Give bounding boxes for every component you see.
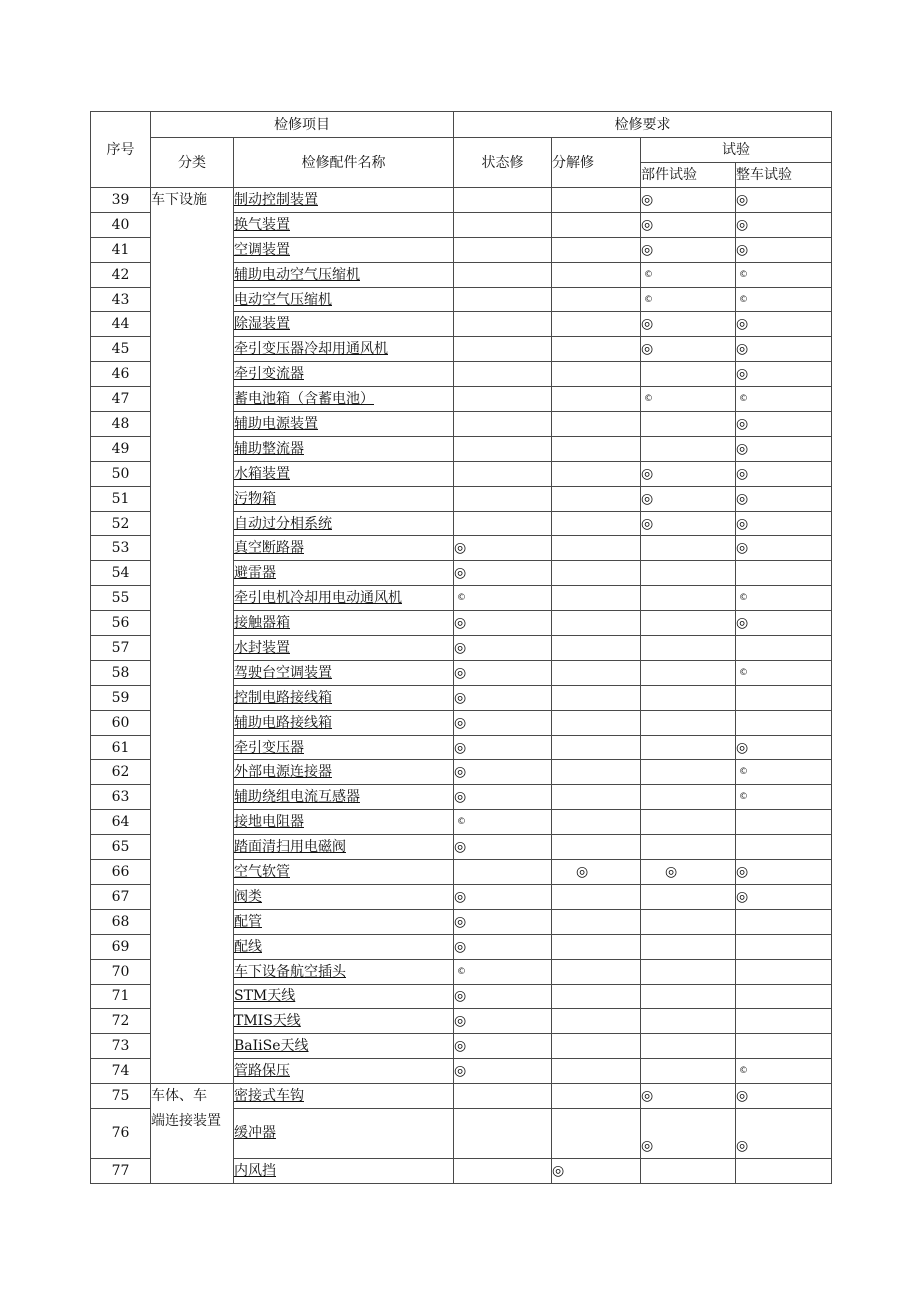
disassembly-mark	[552, 436, 641, 461]
part-name-cell	[234, 984, 454, 1009]
component-mark	[641, 884, 736, 909]
disassembly-mark	[552, 262, 641, 287]
vehicle-mark: ◎	[736, 188, 832, 213]
row-number: 67	[91, 884, 151, 909]
component-mark: ◎	[641, 312, 736, 337]
disassembly-mark	[552, 561, 641, 586]
disassembly-mark	[552, 486, 641, 511]
part-name: 牵引变流器	[234, 366, 304, 383]
component-mark	[641, 362, 736, 387]
row-number: 49	[91, 436, 151, 461]
vehicle-mark	[736, 636, 832, 661]
component-mark	[641, 412, 736, 437]
status-mark: ◎	[454, 1034, 552, 1059]
row-number: 52	[91, 511, 151, 536]
part-name: 内风挡	[234, 1162, 276, 1179]
status-mark	[454, 486, 552, 511]
status-mark	[454, 1084, 552, 1109]
status-mark: ◎	[454, 611, 552, 636]
disassembly-mark	[552, 237, 641, 262]
component-mark: ©	[641, 387, 736, 412]
status-mark	[454, 436, 552, 461]
vehicle-mark	[736, 685, 832, 710]
category-label: 车下设施	[151, 192, 207, 208]
part-name-cell	[234, 287, 454, 312]
vehicle-mark: ◎	[736, 362, 832, 387]
vehicle-mark: ◎	[736, 511, 832, 536]
table-row	[91, 188, 832, 213]
status-mark	[454, 188, 552, 213]
part-name-cell	[234, 1059, 454, 1084]
status-mark	[454, 461, 552, 486]
part-name-cell	[234, 561, 454, 586]
header-test: 试验	[641, 138, 832, 163]
disassembly-mark	[552, 685, 641, 710]
part-name-cell	[234, 760, 454, 785]
vehicle-mark	[736, 561, 832, 586]
component-mark: ◎	[641, 212, 736, 237]
vehicle-mark: ◎	[736, 436, 832, 461]
row-number: 42	[91, 262, 151, 287]
status-mark	[454, 1108, 552, 1158]
part-name: 空气软管	[234, 863, 290, 880]
row-number: 45	[91, 337, 151, 362]
part-name: 缓冲器	[234, 1125, 276, 1142]
row-number: 44	[91, 312, 151, 337]
vehicle-mark	[736, 710, 832, 735]
part-name-cell	[234, 188, 454, 213]
status-mark: ◎	[454, 685, 552, 710]
vehicle-mark: ◎	[736, 237, 832, 262]
row-number: 58	[91, 660, 151, 685]
disassembly-mark	[552, 1059, 641, 1084]
part-name-cell	[234, 1108, 454, 1158]
component-mark	[641, 710, 736, 735]
component-mark: ◎	[641, 1108, 736, 1158]
vehicle-mark: ◎	[736, 860, 832, 885]
vehicle-mark: ©	[736, 387, 832, 412]
row-number: 54	[91, 561, 151, 586]
component-mark	[641, 1059, 736, 1084]
status-mark: ◎	[454, 1009, 552, 1034]
header-component-test: 部件试验	[641, 163, 736, 188]
row-number: 48	[91, 412, 151, 437]
vehicle-mark	[736, 984, 832, 1009]
row-number: 47	[91, 387, 151, 412]
row-number: 43	[91, 287, 151, 312]
row-number: 57	[91, 636, 151, 661]
part-name: 配管	[234, 913, 262, 930]
status-mark: ◎	[454, 984, 552, 1009]
part-name: 辅助电源装置	[234, 415, 318, 432]
part-name: 牵引变压器	[234, 739, 304, 756]
component-mark	[641, 636, 736, 661]
vehicle-mark: ©	[736, 262, 832, 287]
vehicle-mark: ◎	[736, 461, 832, 486]
row-number: 65	[91, 835, 151, 860]
row-number: 66	[91, 860, 151, 885]
disassembly-mark	[552, 934, 641, 959]
part-name: 辅助电动空气压缩机	[234, 266, 360, 283]
part-name-cell	[234, 636, 454, 661]
part-name: 水封装置	[234, 639, 290, 656]
part-name: 自动过分相系统	[234, 515, 332, 532]
part-name-cell	[234, 1158, 454, 1183]
component-mark	[641, 561, 736, 586]
part-name-cell	[234, 486, 454, 511]
disassembly-mark	[552, 511, 641, 536]
status-mark	[454, 237, 552, 262]
category-cell	[151, 1084, 234, 1184]
part-name-cell	[234, 685, 454, 710]
part-name-cell	[234, 312, 454, 337]
row-number: 56	[91, 611, 151, 636]
row-number: 62	[91, 760, 151, 785]
disassembly-mark	[552, 312, 641, 337]
component-mark	[641, 959, 736, 984]
component-mark: ◎	[641, 511, 736, 536]
component-mark	[641, 536, 736, 561]
component-mark: ◎	[641, 486, 736, 511]
component-mark: ◎	[641, 337, 736, 362]
row-number: 60	[91, 710, 151, 735]
part-name: 配线	[234, 938, 262, 955]
part-name-cell	[234, 387, 454, 412]
status-mark: ◎	[454, 785, 552, 810]
row-number: 68	[91, 909, 151, 934]
vehicle-mark	[736, 1009, 832, 1034]
row-number: 41	[91, 237, 151, 262]
disassembly-mark	[552, 1108, 641, 1158]
vehicle-mark	[736, 934, 832, 959]
part-name: 制动控制装置	[234, 191, 318, 208]
status-mark	[454, 312, 552, 337]
disassembly-mark	[552, 884, 641, 909]
row-number: 39	[91, 188, 151, 213]
header-disassembly-repair: 分解修	[552, 138, 641, 188]
component-mark	[641, 810, 736, 835]
part-name-cell	[234, 710, 454, 735]
part-name-cell	[234, 735, 454, 760]
part-name: 避雷器	[234, 565, 276, 582]
part-name-cell	[234, 785, 454, 810]
disassembly-mark	[552, 1009, 641, 1034]
vehicle-mark: ©	[736, 660, 832, 685]
part-name: 水箱装置	[234, 465, 290, 482]
status-mark	[454, 262, 552, 287]
component-mark	[641, 984, 736, 1009]
disassembly-mark	[552, 362, 641, 387]
part-name: 接触器箱	[234, 615, 290, 632]
part-name-cell	[234, 1009, 454, 1034]
disassembly-mark	[552, 412, 641, 437]
vehicle-mark: ©	[736, 586, 832, 611]
header-status-repair: 状态修	[454, 138, 552, 188]
part-name-cell	[234, 660, 454, 685]
row-number: 74	[91, 1059, 151, 1084]
table-row	[91, 1084, 832, 1109]
header-part-name: 检修配件名称	[234, 138, 454, 188]
part-name-cell	[234, 1084, 454, 1109]
part-name: 接地电阻器	[234, 814, 304, 831]
vehicle-mark: ©	[736, 287, 832, 312]
part-name: 蓄电池箱（含蓄电池）	[234, 391, 374, 408]
status-mark: ©	[454, 959, 552, 984]
part-name-cell	[234, 337, 454, 362]
row-number: 64	[91, 810, 151, 835]
vehicle-mark: ©	[736, 1059, 832, 1084]
part-name-cell	[234, 959, 454, 984]
part-name: TMIS天线	[234, 1013, 301, 1030]
disassembly-mark	[552, 1034, 641, 1059]
component-mark	[641, 1034, 736, 1059]
part-name: 牵引电机冷却用电动通风机	[234, 590, 402, 607]
component-mark	[641, 436, 736, 461]
part-name-cell	[234, 362, 454, 387]
status-mark	[454, 860, 552, 885]
table-header	[91, 112, 832, 188]
disassembly-mark	[552, 188, 641, 213]
status-mark: ◎	[454, 660, 552, 685]
row-number: 77	[91, 1158, 151, 1183]
vehicle-mark	[736, 959, 832, 984]
part-name-cell	[234, 262, 454, 287]
row-number: 55	[91, 586, 151, 611]
part-name-cell	[234, 436, 454, 461]
part-name: 外部电源连接器	[234, 764, 332, 781]
table-body	[91, 188, 832, 1184]
header-items: 检修项目	[151, 112, 454, 138]
disassembly-mark	[552, 461, 641, 486]
disassembly-mark	[552, 785, 641, 810]
status-mark	[454, 362, 552, 387]
status-mark: ◎	[454, 561, 552, 586]
row-number: 76	[91, 1108, 151, 1158]
row-number: 61	[91, 735, 151, 760]
part-name: 除湿装置	[234, 316, 290, 333]
component-mark: ◎	[641, 188, 736, 213]
disassembly-mark	[552, 735, 641, 760]
status-mark: ◎	[454, 1059, 552, 1084]
disassembly-mark	[552, 387, 641, 412]
part-name: BaIiSe天线	[234, 1038, 309, 1055]
component-mark: ◎	[641, 461, 736, 486]
disassembly-mark	[552, 536, 641, 561]
header-category: 分类	[151, 138, 234, 188]
row-number: 75	[91, 1084, 151, 1109]
component-mark	[641, 660, 736, 685]
part-name: 辅助电路接线箱	[234, 714, 332, 731]
status-mark	[454, 1158, 552, 1183]
part-name-cell	[234, 860, 454, 885]
disassembly-mark	[552, 984, 641, 1009]
row-number: 40	[91, 212, 151, 237]
component-mark	[641, 735, 736, 760]
status-mark	[454, 412, 552, 437]
part-name: STM天线	[234, 988, 296, 1005]
part-name-cell	[234, 511, 454, 536]
row-number: 50	[91, 461, 151, 486]
part-name: 污物箱	[234, 490, 276, 507]
row-number: 69	[91, 934, 151, 959]
vehicle-mark: ◎	[736, 312, 832, 337]
component-mark	[641, 760, 736, 785]
maintenance-table	[90, 111, 832, 1184]
component-mark	[641, 934, 736, 959]
part-name: 辅助绕组电流互感器	[234, 789, 360, 806]
part-name: 驾驶台空调装置	[234, 664, 332, 681]
part-name: 真空断路器	[234, 540, 304, 557]
disassembly-mark	[552, 337, 641, 362]
disassembly-mark	[552, 212, 641, 237]
vehicle-mark: ◎	[736, 212, 832, 237]
category-cell	[151, 188, 234, 1084]
vehicle-mark	[736, 1034, 832, 1059]
status-mark: ◎	[454, 835, 552, 860]
row-number: 59	[91, 685, 151, 710]
vehicle-mark: ◎	[736, 611, 832, 636]
part-name-cell	[234, 611, 454, 636]
part-name-cell	[234, 461, 454, 486]
disassembly-mark	[552, 586, 641, 611]
status-mark	[454, 287, 552, 312]
component-mark	[641, 909, 736, 934]
component-mark: ©	[641, 262, 736, 287]
disassembly-mark	[552, 710, 641, 735]
part-name-cell	[234, 536, 454, 561]
disassembly-mark	[552, 636, 641, 661]
row-number: 46	[91, 362, 151, 387]
vehicle-mark	[736, 810, 832, 835]
status-mark: ◎	[454, 536, 552, 561]
vehicle-mark: ©	[736, 760, 832, 785]
row-number: 72	[91, 1009, 151, 1034]
part-name-cell	[234, 237, 454, 262]
vehicle-mark: ©	[736, 785, 832, 810]
component-mark: ◎	[641, 860, 736, 885]
status-mark: ◎	[454, 760, 552, 785]
disassembly-mark	[552, 810, 641, 835]
part-name-cell	[234, 810, 454, 835]
vehicle-mark	[736, 835, 832, 860]
disassembly-mark	[552, 760, 641, 785]
part-name: 空调装置	[234, 241, 290, 258]
disassembly-mark	[552, 1084, 641, 1109]
vehicle-mark: ◎	[736, 884, 832, 909]
component-mark	[641, 1158, 736, 1183]
row-number: 53	[91, 536, 151, 561]
part-name-cell	[234, 909, 454, 934]
status-mark: ◎	[454, 710, 552, 735]
vehicle-mark: ◎	[736, 735, 832, 760]
part-name: 密接式车钩	[234, 1088, 304, 1104]
part-name-cell	[234, 934, 454, 959]
vehicle-mark: ◎	[736, 412, 832, 437]
status-mark: ©	[454, 586, 552, 611]
part-name: 踏面清扫用电磁阀	[234, 839, 346, 856]
component-mark	[641, 586, 736, 611]
component-mark	[641, 785, 736, 810]
status-mark: ◎	[454, 909, 552, 934]
vehicle-mark	[736, 909, 832, 934]
part-name: 牵引变压器冷却用通风机	[234, 341, 388, 358]
part-name-cell	[234, 835, 454, 860]
row-number: 63	[91, 785, 151, 810]
part-name: 电动空气压缩机	[234, 291, 332, 308]
disassembly-mark	[552, 835, 641, 860]
component-mark: ◎	[641, 1084, 736, 1109]
status-mark	[454, 212, 552, 237]
part-name: 车下设备航空插头	[234, 963, 346, 980]
status-mark: ◎	[454, 735, 552, 760]
part-name-cell	[234, 586, 454, 611]
component-mark: ◎	[641, 237, 736, 262]
row-number: 71	[91, 984, 151, 1009]
vehicle-mark: ◎	[736, 1084, 832, 1109]
category-label: 车体、车	[151, 1088, 207, 1105]
disassembly-mark: ◎	[552, 1158, 641, 1183]
disassembly-mark	[552, 909, 641, 934]
disassembly-mark	[552, 287, 641, 312]
component-mark	[641, 1009, 736, 1034]
part-name: 辅助整流器	[234, 440, 304, 457]
header-vehicle-test: 整车试验	[736, 163, 832, 188]
status-mark	[454, 337, 552, 362]
part-name: 控制电路接线箱	[234, 689, 332, 706]
header-requirements: 检修要求	[454, 112, 832, 138]
status-mark: ©	[454, 810, 552, 835]
part-name: 换气装置	[234, 216, 290, 233]
component-mark	[641, 685, 736, 710]
row-number: 73	[91, 1034, 151, 1059]
disassembly-mark	[552, 660, 641, 685]
category-label: 端连接装置	[151, 1113, 221, 1130]
part-name-cell	[234, 884, 454, 909]
status-mark: ◎	[454, 636, 552, 661]
status-mark: ◎	[454, 884, 552, 909]
disassembly-mark: ◎	[552, 860, 641, 885]
vehicle-mark: ◎	[736, 486, 832, 511]
component-mark: ©	[641, 287, 736, 312]
status-mark	[454, 511, 552, 536]
vehicle-mark: ◎	[736, 337, 832, 362]
part-name: 管路保压	[234, 1063, 290, 1080]
part-name: 阀类	[234, 888, 262, 905]
status-mark	[454, 387, 552, 412]
row-number: 51	[91, 486, 151, 511]
header-seq: 序号	[91, 112, 151, 188]
vehicle-mark: ◎	[736, 536, 832, 561]
part-name-cell	[234, 1034, 454, 1059]
status-mark: ◎	[454, 934, 552, 959]
component-mark	[641, 611, 736, 636]
disassembly-mark	[552, 611, 641, 636]
vehicle-mark	[736, 1158, 832, 1183]
vehicle-mark: ◎	[736, 1108, 832, 1158]
part-name-cell	[234, 212, 454, 237]
row-number: 70	[91, 959, 151, 984]
disassembly-mark	[552, 959, 641, 984]
part-name-cell	[234, 412, 454, 437]
component-mark	[641, 835, 736, 860]
